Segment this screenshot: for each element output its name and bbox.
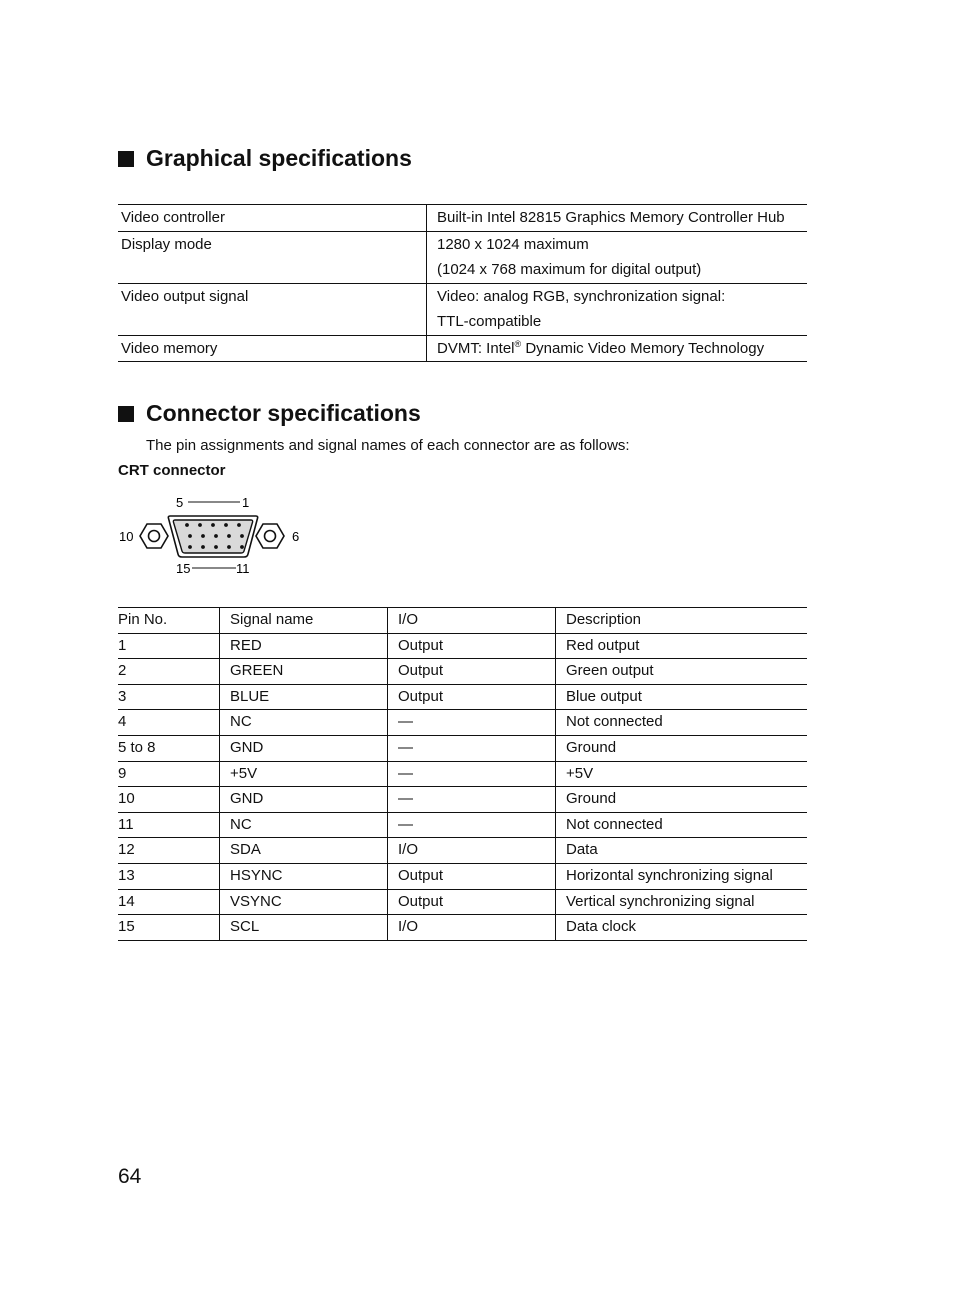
spec-value	[427, 335, 808, 362]
signal-name-cell: HSYNC	[220, 863, 388, 889]
spec-value	[427, 283, 808, 335]
registered-mark: ®	[514, 338, 522, 349]
signal-name-cell: RED	[220, 633, 388, 659]
graphical-specs-title: Graphical specifications	[146, 145, 412, 171]
description-cell: Data	[566, 841, 598, 859]
table-row	[118, 735, 807, 761]
signal-name-cell: BLUE	[220, 684, 388, 710]
description-cell: Red output	[566, 636, 640, 654]
table-row	[118, 335, 807, 362]
io-cell: —	[388, 710, 556, 736]
signal-name-cell: NC	[220, 812, 388, 838]
pin-number-cell: 2	[118, 659, 220, 685]
table-row	[118, 761, 807, 787]
spec-label: Video output signal	[118, 283, 427, 335]
spec-value-suffix: Dynamic Video Memory Technology	[521, 339, 765, 357]
spec-value	[427, 231, 808, 283]
pin-number-cell: 12	[118, 838, 220, 864]
table-row	[118, 863, 807, 889]
screw-left-icon	[140, 524, 168, 548]
io-cell: Output	[388, 889, 556, 915]
connector-intro-text: The pin assignments and signal names of each connector are as follows:	[146, 437, 630, 454]
io-cell: I/O	[388, 838, 556, 864]
spec-label: Video memory	[118, 335, 427, 362]
pin-label-10: 10	[119, 529, 134, 544]
table-row	[118, 633, 807, 659]
spec-label: Video controller	[118, 205, 427, 232]
connector-specs-title: Connector specifications	[146, 400, 421, 426]
column-header-description: Description	[566, 611, 642, 628]
table-row	[118, 838, 807, 864]
description-cell: Horizontal synchronizing signal	[566, 866, 773, 884]
column-header-pin: Pin No.	[118, 608, 220, 634]
spec-value-line: (1024 x 768 maximum for digital output)	[437, 261, 702, 278]
spec-value-line: TTL-compatible	[437, 313, 542, 330]
pin-number-cell: 5 to 8	[118, 735, 220, 761]
table-header-row	[118, 608, 807, 634]
description-cell: Ground	[566, 738, 617, 756]
pin-number-cell: 13	[118, 863, 220, 889]
pin-label-1: 1	[242, 495, 250, 510]
screw-right-icon	[256, 524, 284, 548]
signal-name-cell: GND	[220, 787, 388, 813]
signal-name-cell: SDA	[220, 838, 388, 864]
signal-name-cell: GND	[220, 735, 388, 761]
signal-name-cell: VSYNC	[220, 889, 388, 915]
table-row	[118, 812, 807, 838]
description-cell: Vertical synchronizing signal	[566, 892, 755, 910]
pin-number-cell: 15	[118, 915, 220, 941]
table-row	[118, 889, 807, 915]
signal-name-cell: GREEN	[220, 659, 388, 685]
pin-number-cell: 11	[118, 812, 220, 838]
pin-number-cell: 1	[118, 633, 220, 659]
io-cell: Output	[388, 659, 556, 685]
pin-number-cell: 14	[118, 889, 220, 915]
graphical-specs-heading	[118, 145, 412, 172]
dsub-shell-icon	[168, 516, 257, 557]
column-header-signal: Signal name	[220, 608, 388, 634]
description-cell: Ground	[566, 790, 617, 808]
square-bullet-icon	[118, 151, 134, 167]
signal-name-cell: +5V	[220, 761, 388, 787]
spec-value-line: Built-in Intel 82815 Graphics Memory Controller Hub	[437, 209, 785, 226]
description-cell: Not connected	[566, 815, 663, 833]
table-row	[118, 205, 807, 232]
pin-label-6: 6	[292, 529, 300, 544]
crt-connector-subtitle: CRT connector	[118, 462, 226, 479]
io-cell: —	[388, 787, 556, 813]
description-cell: Data clock	[566, 918, 637, 936]
table-row	[118, 684, 807, 710]
page-number: 64	[118, 1165, 142, 1188]
io-cell: Output	[388, 633, 556, 659]
pin-number-cell: 3	[118, 684, 220, 710]
spec-value-prefix: DVMT: Intel	[437, 339, 515, 357]
table-row	[118, 710, 807, 736]
crt-connector-diagram	[110, 490, 320, 582]
description-cell: Green output	[566, 662, 654, 680]
io-cell: Output	[388, 684, 556, 710]
spec-label: Display mode	[118, 231, 427, 283]
pin-number-cell: 4	[118, 710, 220, 736]
io-cell: —	[388, 812, 556, 838]
spec-value-line: Video: analog RGB, synchronization signal:	[437, 287, 726, 305]
io-cell: —	[388, 735, 556, 761]
pin-label-5: 5	[176, 495, 184, 510]
square-bullet-icon	[118, 406, 134, 422]
signal-name-cell: SCL	[220, 915, 388, 941]
graphical-specs-table	[118, 204, 807, 362]
table-row	[118, 231, 807, 283]
spec-value-line: 1280 x 1024 maximum	[437, 235, 589, 253]
crt-pin-table	[118, 607, 807, 941]
io-cell: I/O	[388, 915, 556, 941]
description-cell: Not connected	[566, 713, 663, 731]
table-row	[118, 915, 807, 941]
connector-specs-heading	[118, 400, 421, 427]
spec-value	[427, 205, 808, 232]
table-row	[118, 787, 807, 813]
description-cell: +5V	[566, 764, 594, 782]
table-row	[118, 659, 807, 685]
description-cell: Blue output	[566, 687, 642, 705]
pin-number-cell: 10	[118, 787, 220, 813]
pin-number-cell: 9	[118, 761, 220, 787]
table-row	[118, 283, 807, 335]
pin-label-11: 11	[236, 561, 250, 576]
column-header-io: I/O	[388, 608, 556, 634]
spec-value-line	[437, 336, 807, 362]
pin-label-15: 15	[176, 561, 191, 576]
io-cell: —	[388, 761, 556, 787]
io-cell: Output	[388, 863, 556, 889]
signal-name-cell: NC	[220, 710, 388, 736]
